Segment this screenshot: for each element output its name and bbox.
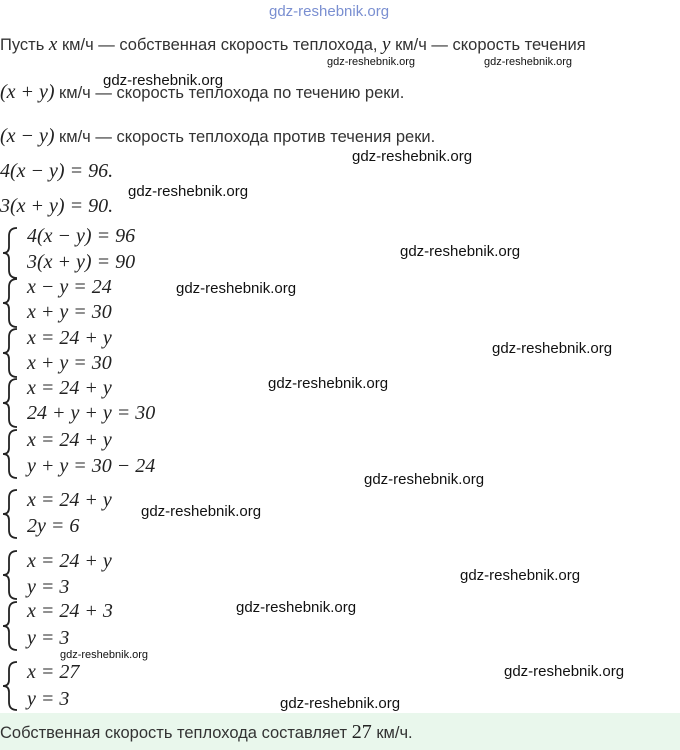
system-2-line-2: x + y = 30: [27, 301, 112, 323]
system-9-line-1: x = 27: [27, 661, 80, 683]
system-4-line-1: x = 24 + y: [27, 377, 112, 399]
system-brace: [0, 377, 24, 429]
watermark: gdz-reshebnik.org: [352, 148, 473, 165]
intro-var-x: x: [48, 34, 58, 55]
watermark: gdz-reshebnik.org: [280, 695, 401, 712]
watermark: gdz-reshebnik.org: [141, 503, 262, 520]
intro-text-2: км/ч — собственная скорость теплохода,: [61, 36, 378, 54]
system-brace: [0, 549, 24, 601]
upstream-speed-line: [0, 125, 435, 148]
watermark: gdz-reshebnik.org: [236, 599, 357, 616]
system-9-line-2: y = 3: [27, 688, 70, 710]
system-1-line-1: 4(x − y) = 96: [27, 225, 136, 247]
watermark: gdz-reshebnik.org: [268, 375, 389, 392]
downstream-expression: (x + y): [0, 81, 55, 103]
watermark: gdz-reshebnik.org: [176, 280, 297, 297]
watermark: gdz-reshebnik.org: [103, 72, 224, 89]
upstream-expression: (x − y): [0, 125, 55, 147]
downstream-text: км/ч — скорость теплохода по течению реки.: [59, 84, 405, 102]
system-5-line-1: x = 24 + y: [27, 429, 112, 451]
watermark-small: gdz-reshebnik.org: [60, 649, 149, 661]
answer-value: 27: [351, 721, 372, 743]
watermark: gdz-reshebnik.org: [400, 243, 521, 260]
system-brace: [0, 660, 24, 712]
system-3-line-1: x = 24 + y: [27, 327, 112, 349]
system-6-line-1: x = 24 + y: [27, 489, 112, 511]
system-brace: [0, 600, 24, 652]
downstream-speed-line: [0, 81, 404, 104]
system-5-line-2: y + y = 30 − 24: [27, 455, 156, 477]
answer-line: [0, 721, 413, 744]
system-6-line-2: 2y = 6: [27, 515, 80, 537]
intro-line: [0, 34, 586, 56]
system-4-line-2: 24 + y + y = 30: [27, 402, 156, 424]
system-brace: [0, 327, 24, 379]
answer-unit: км/ч.: [376, 724, 413, 742]
watermark: gdz-reshebnik.org: [364, 471, 485, 488]
equation-downstream-time: 4(x − y) = 96.: [0, 160, 114, 182]
upstream-text: км/ч — скорость теплохода против течения реки.: [59, 128, 436, 146]
system-brace: [0, 488, 24, 540]
system-2-line-1: x − y = 24: [27, 276, 112, 298]
system-8-line-1: x = 24 + 3: [27, 600, 113, 622]
system-3-line-2: x + y = 30: [27, 352, 112, 374]
system-1-line-2: 3(x + y) = 90: [27, 251, 136, 273]
watermark: gdz-reshebnik.org: [460, 567, 581, 584]
answer-text: Собственная скорость теплохода составляет: [0, 724, 348, 742]
system-8-line-2: y = 3: [27, 627, 70, 649]
system-brace: [0, 277, 24, 329]
system-brace: [0, 428, 24, 480]
intro-text-1: Пусть: [0, 36, 45, 54]
equation-upstream-time: 3(x + y) = 90.: [0, 195, 114, 217]
watermark: gdz-reshebnik.org: [492, 340, 613, 357]
intro-text-3: км/ч — скорость течения: [395, 36, 586, 54]
watermark: gdz-reshebnik.org: [128, 183, 249, 200]
intro-var-y: y: [382, 34, 391, 55]
watermark: gdz-reshebnik.org: [504, 663, 625, 680]
system-7-line-1: x = 24 + y: [27, 550, 112, 572]
system-brace: [0, 226, 24, 280]
system-7-line-2: y = 3: [27, 576, 70, 598]
watermark-small: gdz-reshebnik.org: [327, 56, 416, 68]
watermark-small: gdz-reshebnik.org: [484, 56, 573, 68]
site-watermark-top: gdz-reshebnik.org: [269, 3, 390, 20]
